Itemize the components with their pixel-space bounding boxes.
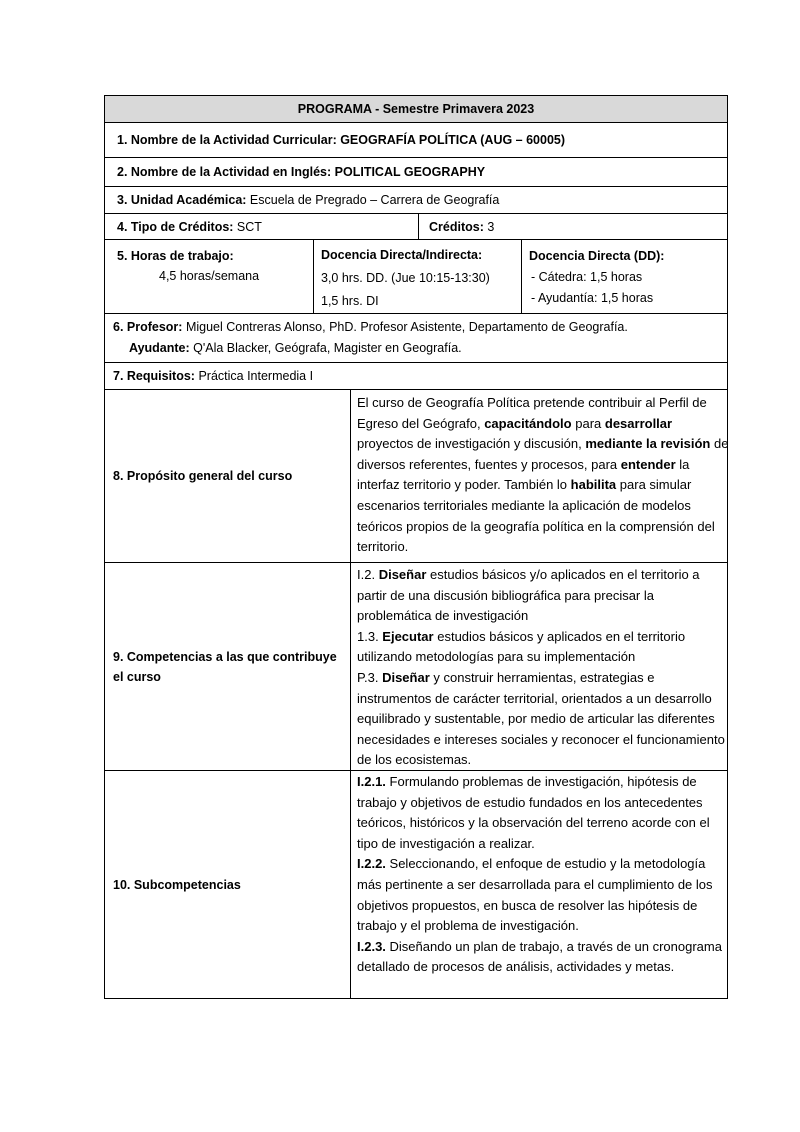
work-hours xyxy=(117,246,259,286)
competencies-row xyxy=(104,562,728,771)
competency-verb: Diseñar xyxy=(382,669,430,685)
credits-row xyxy=(104,213,728,240)
competency-text: estudios básicos y aplicados en el territorio utilizando metodologías para su implementación xyxy=(357,628,686,665)
credits xyxy=(429,217,494,237)
purpose-text-part: de diversos referentes, fuentes y procesos, para xyxy=(357,436,729,472)
academic-unit-label: 3. Unidad Académica: xyxy=(117,193,247,207)
docencia-line2: 1,5 hrs. DI xyxy=(321,294,379,308)
purpose-text-bold: habilita xyxy=(570,477,617,493)
activity-name: 1. Nombre de la Actividad Curricular: GEOGRAFÍA POLÍTICA (AUG – 60005) xyxy=(117,133,566,147)
subcompetency-3 xyxy=(357,937,729,978)
work-hours-label: 5. Horas de trabajo: xyxy=(117,249,234,263)
subcompetency-code: I.2.2. xyxy=(357,856,386,872)
subcompetency-2 xyxy=(357,854,729,936)
academic-unit xyxy=(117,190,499,210)
requirements-label: 7. Requisitos: xyxy=(113,369,195,383)
credit-type-label: 4. Tipo de Créditos: xyxy=(117,220,234,234)
credits-label: Créditos: xyxy=(429,220,484,234)
competency-code: 1.3. xyxy=(357,628,383,644)
professor-line xyxy=(113,317,628,338)
purpose-text-part: proyectos de investigación y discusión, xyxy=(357,436,586,452)
competency-text: y construir herramientas, estrategias e instrumentos de carácter territorial, orientados a un desarrollo equilibrado y sustentable, por medio de articular las diferentes necesidades e intereses sociales y reconocer el funcionamiento de los ecosistemas. xyxy=(357,669,725,768)
subcompetency-1 xyxy=(357,772,729,854)
docencia xyxy=(321,244,490,313)
dd-label: Docencia Directa (DD): xyxy=(529,249,665,263)
purpose-text-part: El curso de Geografía Política pretende contribuir al Perfil de Egreso del Geógrafo, xyxy=(357,395,707,431)
credits-value: 3 xyxy=(483,220,495,234)
competency-code: P.3. xyxy=(357,669,383,685)
subcompetency-code: I.2.3. xyxy=(357,938,386,954)
competency-code: I.2. xyxy=(357,567,379,582)
docencia-line1: 3,0 hrs. DD. (Jue 10:15-13:30) xyxy=(321,271,490,285)
professor-label: 6. Profesor: xyxy=(113,320,183,334)
activity-name-row xyxy=(104,122,728,158)
competency-verb: Ejecutar xyxy=(382,628,434,644)
purpose-row xyxy=(104,389,728,563)
competency-text: estudios básicos y/o aplicados en el territorio a partir de una discusión bibliográfica para precisar la problemática de investigación xyxy=(357,567,700,624)
credits-divider xyxy=(418,214,419,239)
requirements-value: Práctica Intermedia I xyxy=(194,369,314,383)
competency-3 xyxy=(357,668,729,771)
purpose-text-bold: capacitándolo xyxy=(484,415,572,431)
purpose-text-part: la interfaz territorio y poder. También lo xyxy=(357,456,690,493)
competency-2 xyxy=(357,627,729,668)
competencies-text xyxy=(357,565,729,771)
purpose-label: 8. Propósito general del curso xyxy=(113,469,293,483)
hours-divider-1 xyxy=(313,240,314,313)
professor xyxy=(113,317,628,359)
docencia-label: Docencia Directa/Indirecta: xyxy=(321,248,483,262)
english-name-row xyxy=(104,157,728,187)
competencies-label: 9. Competencias a las que contribuye el curso xyxy=(113,650,337,684)
subcompetencies-text xyxy=(357,772,729,978)
subcompetency-text: Diseñando un plan de trabajo, a través de un cronograma detallado de procesos de análisis, actividades y metas. xyxy=(357,938,722,975)
professor-value: Miguel Contreras Alonso, PhD. Profesor Asistente, Departamento de Geografía. xyxy=(182,320,628,334)
competency-1 xyxy=(357,565,729,627)
assistant-label: Ayudante: xyxy=(129,341,190,355)
credit-type-value: SCT xyxy=(233,220,262,234)
competency-verb: Diseñar xyxy=(378,567,427,582)
assistant-line xyxy=(113,338,628,359)
purpose-text-bold: entender xyxy=(620,456,676,472)
academic-unit-row xyxy=(104,186,728,214)
subcompetency-text: Seleccionando, el enfoque de estudio y la metodología más pertinente a ser desarrollada para el cumplimiento de los objetivos propuestos, en busca de resolver las hipótesis de trabajo y el problema de investigación. xyxy=(357,856,713,934)
purpose-text-part: para simular escenarios territoriales mediante la aplicación de modelos teóricos propios de la geografía política en la comprensión del territorio. xyxy=(357,477,715,555)
purpose-divider xyxy=(350,390,351,562)
dd-line2: - Ayudantía: 1,5 horas xyxy=(531,291,654,305)
work-hours-row xyxy=(104,239,728,314)
subcompetencies-row xyxy=(104,770,728,999)
academic-unit-value: Escuela de Pregrado – Carrera de Geografía xyxy=(246,193,500,207)
requirements-row xyxy=(104,362,728,390)
purpose-text-bold: desarrollar xyxy=(604,415,673,431)
hours-divider-2 xyxy=(521,240,522,313)
english-name: 2. Nombre de la Actividad en Inglés: POLITICAL GEOGRAPHY xyxy=(117,165,486,179)
dd-line1: - Cátedra: 1,5 horas xyxy=(531,270,643,284)
dd-breakdown xyxy=(529,246,664,309)
subcompetency-code: I.2.1. xyxy=(357,774,386,789)
assistant-value: Q'Ala Blacker, Geógrafa, Magister en Geografía. xyxy=(189,341,462,355)
competencies-divider xyxy=(350,563,351,770)
purpose-text-part: para xyxy=(571,415,605,431)
program-title: PROGRAMA - Semestre Primavera 2023 xyxy=(297,102,535,116)
credit-type xyxy=(117,217,262,237)
subcompetencies-divider xyxy=(350,771,351,998)
purpose-text-bold: mediante la revisión xyxy=(585,436,711,452)
professor-row xyxy=(104,313,728,363)
requirements xyxy=(113,366,313,386)
work-hours-value: 4,5 horas/semana xyxy=(159,269,260,283)
program-header-row xyxy=(104,95,728,123)
subcompetency-text: Formulando problemas de investigación, hipótesis de trabajo y objetivos de estudio fundados en los antecedentes teóricos, históricos y la observación del terreno acorde con el tipo de investigación a realizar. xyxy=(357,774,710,851)
subcompetencies-label: 10. Subcompetencias xyxy=(113,878,241,892)
purpose-text xyxy=(357,393,729,558)
